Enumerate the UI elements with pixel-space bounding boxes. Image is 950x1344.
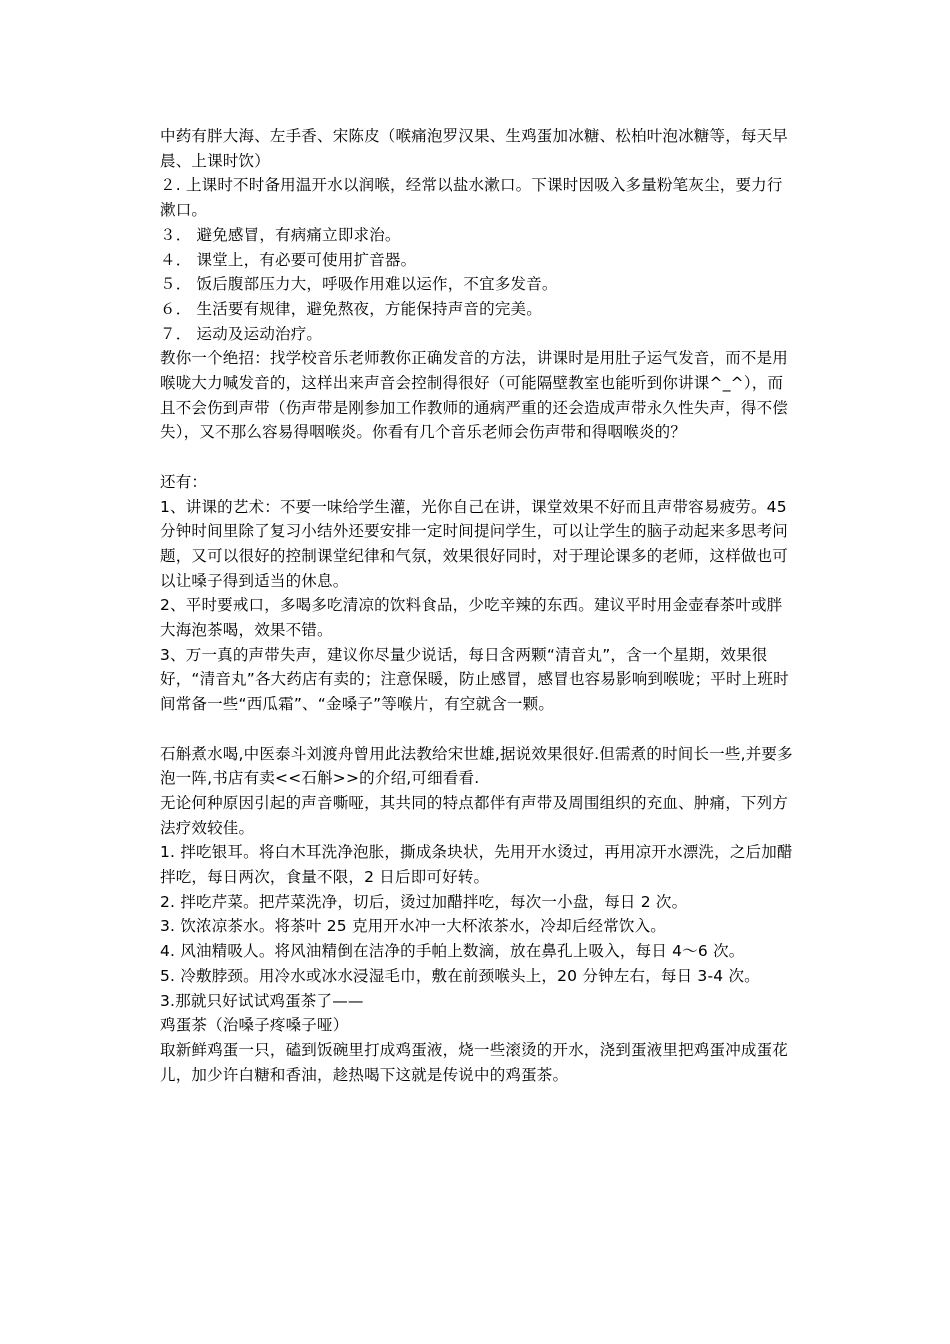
paragraph-method-1: 1. 拌吃银耳。将白木耳洗净泡胀，撕成条块状，先用开水烫过，再用凉开水漂洗，之后加醋拌吃，每日两次，食量不限，2 日后即可好转。 — [160, 843, 793, 887]
paragraph-egg-tea-title: 鸡蛋茶（治嗓子疼嗓子哑） — [160, 1016, 349, 1035]
blank-line — [160, 717, 796, 742]
paragraph-herbs: 中药有胖大海、左手香、宋陈皮（喉痛泡罗汉果、生鸡蛋加冰糖、松柏叶泡冰糖等，每天早晨、上课时饮） — [160, 127, 789, 170]
paragraph-tip-5: ５． 饭后腹部压力大，呼吸作用难以运作，不宜多发音。 — [160, 275, 558, 294]
paragraph-tip-3: ３． 避免感冒，有病痛立即求治。 — [160, 225, 401, 244]
paragraph-method-5: 5. 冷敷脖颈。用冷水或冰水浸湿毛巾，敷在前颈喉头上，20 分钟左右，每日 3-4 次。 — [160, 966, 760, 985]
blank-line — [160, 445, 796, 470]
paragraph-method-4: 4. 风油精吸人。将风油精倒在洁净的手帕上数滴，放在鼻孔上吸入，每日 4～6 次。 — [160, 942, 745, 961]
paragraph-hoarseness-intro: 无论何种原因引起的声音嘶哑，其共同的特点都伴有声带及周围组织的充血、肿痛，下列方法疗效较佳。 — [160, 793, 789, 837]
paragraph-also-3: 3、万一真的声带失声，建议你尽量少说话，每日含两颗“清音丸”，含一个星期，效果很好，“清音丸”各大药店有卖的；注意保暖，防止感冒，感冒也容易影响到喉咙；平时上班时间常备一些“西瓜霜”、“金嗓子”等喉片，有空就含一颗。 — [160, 645, 789, 714]
paragraph-tip-6: ６． 生活要有规律，避免熬夜，方能保持声音的完美。 — [160, 299, 542, 318]
paragraph-also: 还有： — [160, 472, 208, 491]
paragraph-tip-7: ７． 运动及运动治疗。 — [160, 324, 323, 343]
paragraph-tip-4: ４． 课堂上，有必要可使用扩音器。 — [160, 250, 417, 269]
paragraph-also-2: 2、平时要戒口，多喝多吃清凉的饮料食品，少吃辛辣的东西。建议平时用金壶春茶叶或胖大海泡茶喝，效果不错。 — [160, 596, 783, 640]
paragraph-egg-tea-lead: 3.那就只好试试鸡蛋茶了—— — [160, 991, 364, 1010]
paragraph-method-3: 3. 饮浓凉茶水。将茶叶 25 克用开水冲一大杯浓茶水，冷却后经常饮入。 — [160, 917, 666, 936]
paragraph-dendrobium: 石斛煮水喝,中医泰斗刘渡舟曾用此法教给宋世雄,据说效果很好.但需煮的时间长一些,并要多泡一阵,书店有卖<<石斛>>的介绍,可细看看. — [160, 744, 793, 788]
document-body — [160, 124, 796, 1087]
paragraph-also-1: 1、讲课的艺术：不要一味给学生灌，光你自己在讲，课堂效果不好而且声带容易疲劳。45 分钟时间里除了复习小结外还要安排一定时间提问学生，可以让学生的脑子动起来多思考问题，又可以很好的控制课堂纪律和气氛，效果很好同时，对于理论课多的老师，这样做也可以让嗓子得到适当的休息。 — [160, 497, 789, 590]
paragraph-trick: 教你一个绝招：找学校音乐老师教你正确发音的方法，讲课时是用肚子运气发音，而不是用喉咙大力喊发音的，这样出来声音会控制得很好（可能隔壁教室也能听到你讲课^_^），而且不会伤到声带（伤声带是刚参加工作教师的通病严重的还会造成声带永久性失声，得不偿失），又不那么容易得咽喉炎。你看有几个音乐老师会伤声带和得咽喉炎的？ — [160, 349, 789, 442]
paragraph-tip-2: ２. 上课时不时备用温开水以润喉，经常以盐水漱口。下课时因吸入多量粉笔灰尘，要力行漱口。 — [160, 176, 783, 220]
paragraph-egg-tea-recipe: 取新鲜鸡蛋一只，磕到饭碗里打成鸡蛋液，烧一些滚烫的开水，浇到蛋液里把鸡蛋冲成蛋花儿，加少许白糖和香油，趁热喝下这就是传说中的鸡蛋茶。 — [160, 1040, 789, 1084]
paragraph-method-2: 2. 拌吃芹菜。把芹菜洗净，切后，烫过加醋拌吃，每次一小盘，每日 2 次。 — [160, 892, 688, 911]
